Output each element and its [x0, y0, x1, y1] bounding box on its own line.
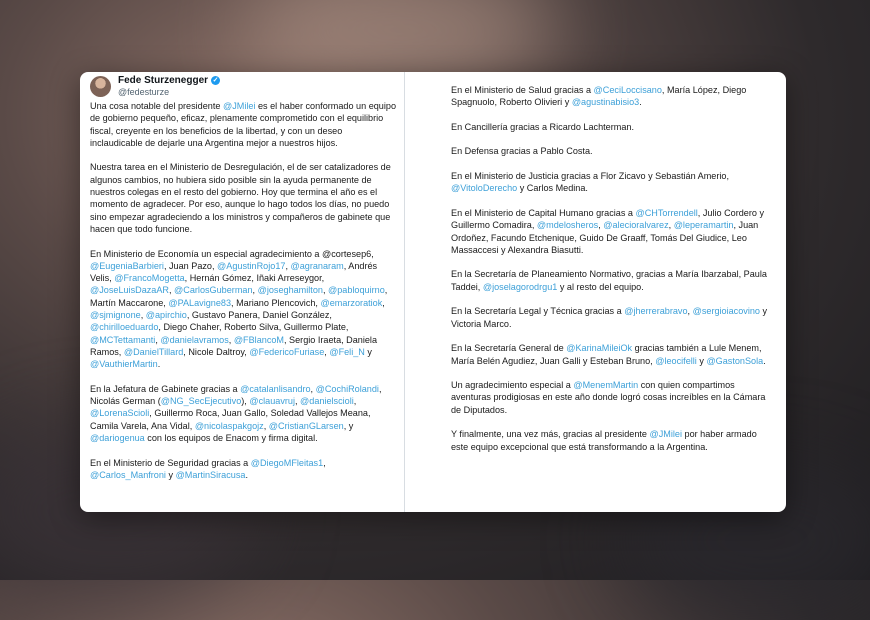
- mention-link[interactable]: @Carlos_Manfroni: [90, 469, 166, 480]
- tweet-text: , Nicolás German (: [90, 383, 382, 407]
- tweet-text: y: [165, 469, 176, 480]
- mention-link[interactable]: @JMilei: [222, 101, 256, 111]
- tweet-text: ,: [382, 297, 385, 308]
- mention-link[interactable]: @emarzoratiok: [320, 297, 383, 308]
- tweet-text: y al resto del equipo.: [557, 281, 644, 292]
- mention-link[interactable]: @jherrerabravo: [624, 306, 688, 317]
- mention-link[interactable]: @apirchio: [145, 310, 187, 321]
- mention-link[interactable]: @CristianGLarsen: [268, 420, 344, 431]
- tweet-text: ,: [322, 285, 328, 296]
- mention-link[interactable]: @dariogenua: [90, 433, 145, 444]
- tweet-text: y Victoria Marco.: [451, 306, 768, 329]
- tweet-text: Y finalmente, una vez más, gracias al presidente: [451, 429, 650, 440]
- tweet-text: ,: [168, 285, 175, 296]
- tweet-text: En Ministerio de Economía un especial agradecimiento a @cortesep6,: [90, 248, 374, 259]
- mention-link[interactable]: @VauthierMartin: [90, 359, 158, 370]
- tweet-text: ,: [140, 310, 146, 321]
- mention-link[interactable]: @nicolaspakgojz: [194, 420, 264, 431]
- mention-link[interactable]: @LorenaScioli: [90, 408, 150, 419]
- mention-link[interactable]: @GastonSola: [706, 355, 764, 366]
- tweet-text: ,: [687, 306, 693, 317]
- tweet-paragraph: [451, 342, 771, 367]
- tweet-text: En el Ministerio de Salud gracias a: [451, 85, 594, 95]
- tweet-text: gracias también a Lule Menem, María Belén Agudiez, Juan Galli y Esteban Bruno,: [451, 343, 762, 366]
- mention-link[interactable]: @NG_SecEjecutivo: [160, 396, 242, 407]
- tweet-text: ,: [310, 383, 316, 394]
- tweet-text: , Martín Maccarone,: [90, 285, 388, 308]
- tweet-text: , y: [343, 420, 354, 431]
- tweet-paragraph: [451, 305, 771, 330]
- tweet-text: En la Jefatura de Gabinete gracias a: [90, 383, 241, 394]
- tweet-text: con quien compartimos aventuras prodigiosas en este año donde logró cosas increíbles en la Cámara de Diputados.: [451, 380, 766, 415]
- tweet-text: ,: [598, 220, 604, 231]
- mention-link[interactable]: @AgustinRojo17: [217, 260, 286, 271]
- tweet-paragraph: [90, 100, 396, 149]
- mention-link[interactable]: @pabloquirno: [328, 285, 385, 296]
- tweet-text: ,: [323, 457, 326, 468]
- mention-link[interactable]: @DanielTillard: [123, 346, 184, 357]
- tweet-paragraph: [451, 145, 771, 157]
- mention-link[interactable]: @DiegoMFleitas1: [250, 457, 324, 468]
- tweet-text: En la Secretaría Legal y Técnica gracias a: [451, 306, 625, 317]
- mention-link[interactable]: @MCTettamanti: [90, 334, 156, 345]
- tweet-text: ,: [668, 220, 674, 231]
- mention-link[interactable]: @joseghamilton: [257, 285, 323, 296]
- tweet-paragraph: [90, 457, 396, 482]
- avatar[interactable]: [90, 76, 111, 97]
- tweet-text: , Juan Pazo,: [163, 260, 218, 271]
- mention-link[interactable]: @agranaram: [290, 260, 344, 271]
- author-handle[interactable]: @fedesturze: [118, 87, 170, 97]
- tweet-paragraph: [451, 121, 771, 133]
- tweet-text: con los equipos de Enacom y firma digital.: [144, 433, 318, 444]
- tweet-card: [80, 72, 786, 512]
- mention-link[interactable]: @EugeniaBarbieri: [90, 260, 164, 271]
- mention-link[interactable]: @Feli_N: [329, 346, 365, 357]
- mention-link[interactable]: @leocifelli: [655, 355, 697, 366]
- tweet-paragraph: [90, 383, 396, 444]
- mention-link[interactable]: @CHTorrendell: [635, 207, 698, 218]
- mention-link[interactable]: @FedericoFuriase: [249, 346, 325, 357]
- tweet-text: ,: [252, 285, 258, 296]
- mention-link[interactable]: @CeciLoccisano: [593, 85, 662, 95]
- tweet-text: , Andrés Velis,: [90, 260, 378, 284]
- mention-link[interactable]: @FBlancoM: [233, 334, 284, 345]
- tweet-text: ),: [241, 396, 250, 407]
- column-divider: [404, 72, 405, 512]
- mention-link[interactable]: @chirilloeduardo: [90, 322, 159, 333]
- tweet-text: En la Secretaría General de: [451, 343, 567, 354]
- tweet-text: En el Ministerio de Capital Humano gracias a: [451, 207, 636, 218]
- tweet-text: ,: [228, 334, 234, 345]
- tweet-text: En el Ministerio de Seguridad gracias a: [90, 457, 251, 468]
- mention-link[interactable]: @clauavruj: [249, 396, 295, 407]
- tweet-paragraph: [451, 170, 771, 195]
- mention-link[interactable]: @leperamartin: [673, 220, 734, 231]
- tweet-paragraph: [90, 248, 396, 371]
- tweet-text: .: [639, 97, 642, 108]
- tweet-text: Nuestra tarea en el Ministerio de Desregulación, el de ser catalizadores de algunos cambios, no hubiera sido posible sin la ayuda permanente de nuestros colegas en el resto del gobierno. Hoy que termina el año es el momento de agradecer. Por eso, aunque lo hago todos los días, no puedo sino empezar agradeciendo a los ministros y compañeros de gabinete que hacen que todo funcione.: [90, 162, 391, 234]
- mention-link[interactable]: @KarinaMileiOk: [566, 343, 633, 354]
- mention-link[interactable]: @sergioiacovino: [692, 306, 760, 317]
- tweet-text: , Diego Chaher, Roberto Silva, Guillermo Plate,: [158, 322, 349, 333]
- mention-link[interactable]: @CarlosGuberman: [174, 285, 253, 296]
- tweet-text: En Defensa gracias a Pablo Costa.: [451, 146, 593, 157]
- mention-link[interactable]: @joselagorodrgu1: [482, 281, 558, 292]
- mention-link[interactable]: @mdelosheros: [536, 220, 599, 231]
- mention-link[interactable]: @MartinSiracusa: [175, 469, 246, 480]
- tweet-paragraph: [451, 428, 771, 453]
- tweet-text: .: [245, 469, 248, 480]
- tweet-text: ,: [285, 260, 291, 271]
- tweet-text: , Hernán Gómez, Iñaki Arreseygor,: [184, 273, 325, 284]
- mention-link[interactable]: @MenemMartin: [573, 380, 639, 391]
- tweet-text: , Gustavo Panera, Daniel González,: [186, 310, 332, 321]
- mention-link[interactable]: @PALavigne83: [168, 297, 232, 308]
- tweet-text: ,: [155, 334, 161, 345]
- mention-link[interactable]: @JMilei: [649, 429, 682, 440]
- mention-link[interactable]: @JoseLuisDazaAR: [90, 285, 169, 296]
- tweet-text-left-column: [90, 100, 396, 494]
- mention-link[interactable]: @agustinabisio3: [571, 97, 640, 108]
- verified-badge-icon: ✓: [212, 77, 219, 84]
- tweet-text: ,: [324, 346, 330, 357]
- tweet-text: En la Secretaría de Planeamiento Normativo, gracias a María Ibarzabal, Paula Taddei,: [451, 269, 767, 292]
- tweet-text: , María López, Diego Spagnuolo, Roberto Olivieri y: [451, 85, 747, 108]
- tweet-text: , Nicole Daltroy,: [183, 346, 250, 357]
- tweet-text: Un agradecimiento especial a: [451, 380, 574, 391]
- tweet-text: y: [696, 355, 707, 366]
- mention-link[interactable]: @CochiRolandi: [315, 383, 379, 394]
- tweet-text: , Sergio Iraeta, Daniela Ramos,: [90, 334, 378, 357]
- tweet-paragraph: [451, 268, 771, 293]
- tweet-text: es el haber conformado un equipo de gobierno pequeño, eficaz, plenamente comprometido con el equilibrio fiscal, creyente en los beneficios de la libertad, y con un deseo inclaudicable de dejarle una Argentina mejor a nuestros hijos.: [90, 101, 396, 148]
- tweet-header: [90, 76, 390, 102]
- tweet-text: ,: [294, 396, 301, 407]
- tweet-text: , Mariano Plencovich,: [231, 297, 321, 308]
- tweet-text: ,: [353, 396, 357, 407]
- mention-link[interactable]: @VitoloDerecho: [451, 183, 518, 194]
- mention-link[interactable]: @catalanlisandro: [240, 383, 311, 394]
- mention-link[interactable]: @sjmignone: [90, 310, 141, 321]
- tweet-text: ,: [263, 420, 269, 431]
- tweet-paragraph: [451, 84, 771, 109]
- author-name-row[interactable]: [118, 75, 220, 86]
- tweet-text: y Carlos Medina.: [517, 183, 588, 194]
- tweet-text: , Guillermo Roca, Juan Gallo, Soledad Vallejos Meana, Camila Varela, Ana Vidal,: [90, 408, 371, 431]
- tweet-text: , Juan Ordoñez, Facundo Etchenique, Guido De Graaff, Tomás Del Giudice, Leo Massaccesi y Alexandra Biasutti.: [451, 220, 759, 255]
- tweet-text: En Cancillería gracias a Ricardo Lachterman.: [451, 121, 634, 132]
- author-name[interactable]: Fede Sturzenegger: [118, 75, 209, 86]
- tweet-text: .: [157, 359, 161, 370]
- tweet-text: , Julio Cordero y Guillermo Comadira,: [451, 207, 765, 231]
- tweet-text: Una cosa notable del presidente: [90, 101, 223, 111]
- mention-link[interactable]: @danielscioli: [300, 396, 354, 407]
- mention-link[interactable]: @FrancoMogetta: [114, 273, 185, 284]
- tweet-text: En el Ministerio de Justicia gracias a Flor Zicavo y Sebastián Amerio,: [451, 171, 729, 182]
- tweet-text: y: [364, 346, 372, 357]
- mention-link[interactable]: @alecioralvarez: [603, 220, 669, 231]
- mention-link[interactable]: @danielavramos: [160, 334, 229, 345]
- tweet-text: .: [763, 355, 766, 366]
- tweet-paragraph: [451, 379, 771, 416]
- tweet-paragraph: [451, 207, 771, 256]
- tweet-paragraph: [90, 161, 396, 235]
- tweet-text-right-column: [451, 84, 771, 465]
- tweet-text: por haber armado este equipo excepcional que está transformando a la Argentina.: [451, 429, 757, 452]
